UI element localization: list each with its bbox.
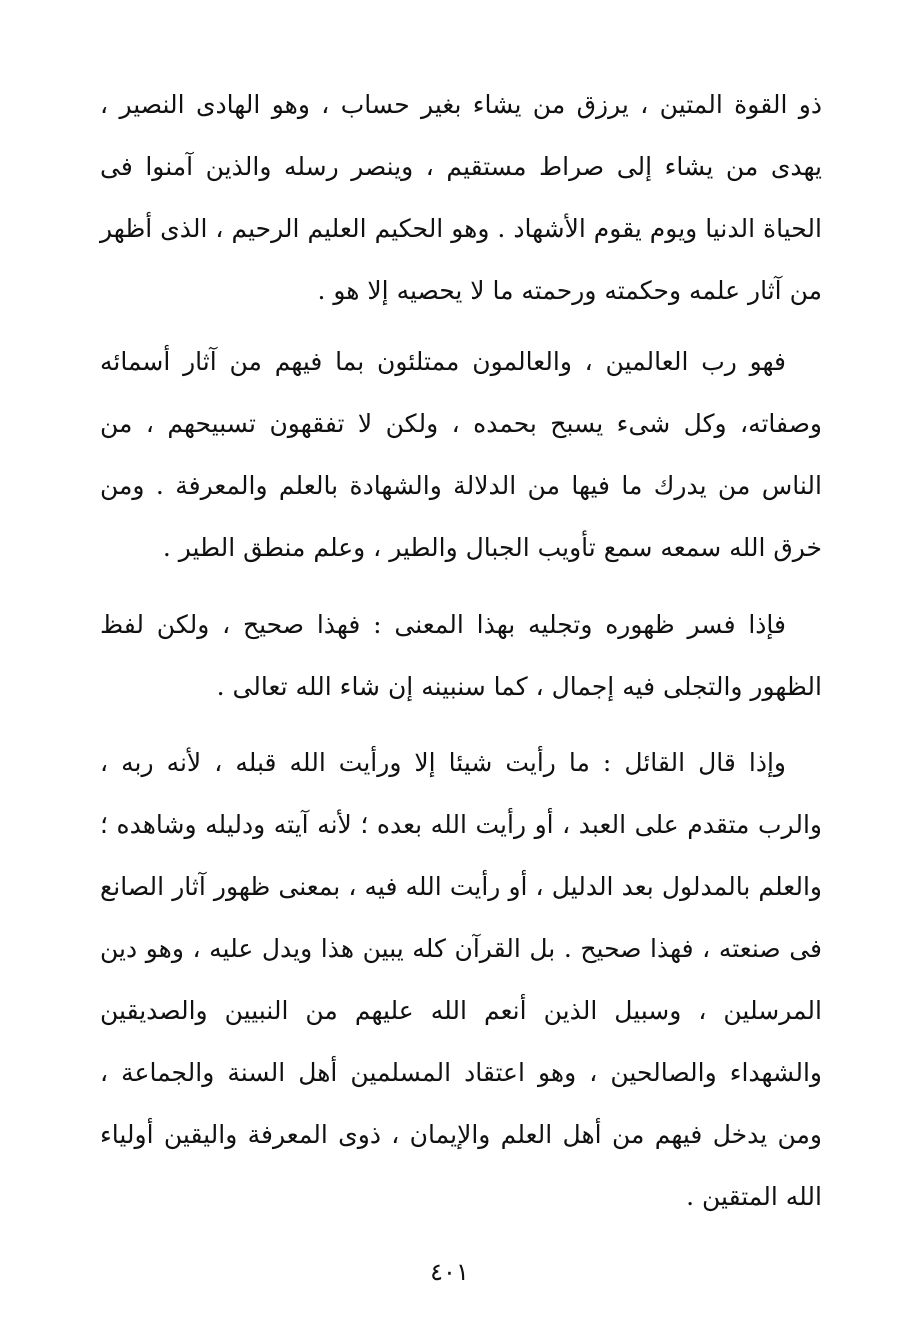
page-number: ٤٠١ [430, 1258, 469, 1286]
paragraph-3: فإذا فسر ظهوره وتجليه بهذا المعنى : فهذا صحيح ، ولكن لفظ الظهور والتجلى فيه إجمال ، كما سنبينه إن شاء الله تعالى . [100, 610, 822, 701]
paragraph-1: ذو القوة المتين ، يرزق من يشاء بغير حساب ، وهو الهادى النصير ، يهدى من يشاء إلى صراط مستقيم ، وينصر رسله والذين آمنوا فى الحياة الدنيا ويوم يقوم الأشهاد . وهو الحكيم العليم الرحيم ، الذى أظهر من آثار علمه وحكمته ورحمته ما لا يحصيه إلا هو . [100, 90, 822, 305]
paragraph-2: فهو رب العالمين ، والعالمون ممتلئون بما فيهم من آثار أسمائه وصفاته، وكل شىء يسبح بحمده ، ولكن لا تفقهون تسبيحهم ، من الناس من يدرك ما فيها من الدلالة والشهادة بالعلم والمعرفة . ومن خرق الله سمعه سمع تأويب الجبال والطير ، وعلم منطق الطير . [100, 347, 822, 562]
paragraph-4: وإذا قال القائل : ما رأيت شيئا إلا ورأيت الله قبله ، لأنه ربه ، والرب متقدم على العبد ، أو رأيت الله بعده ؛ لأنه آيته ودليله وشاهده ؛ والعلم بالمدلول بعد الدليل ، أو رأيت الله فيه ، بمعنى ظهور آثار الصانع فى صنعته ، فهذا صحيح . بل القرآن كله يبين هذا ويدل عليه ، وهو دين المرسلين ، وسبيل الذين أنعم الله عليهم من النبيين والصديقين والشهداء والصالحين ، وهو اعتقاد المسلمين أهل السنة والجماعة ، ومن يدخل فيهم من أهل العلم والإيمان ، ذوى المعرفة واليقين أولياء الله المتقين . [100, 748, 822, 1211]
